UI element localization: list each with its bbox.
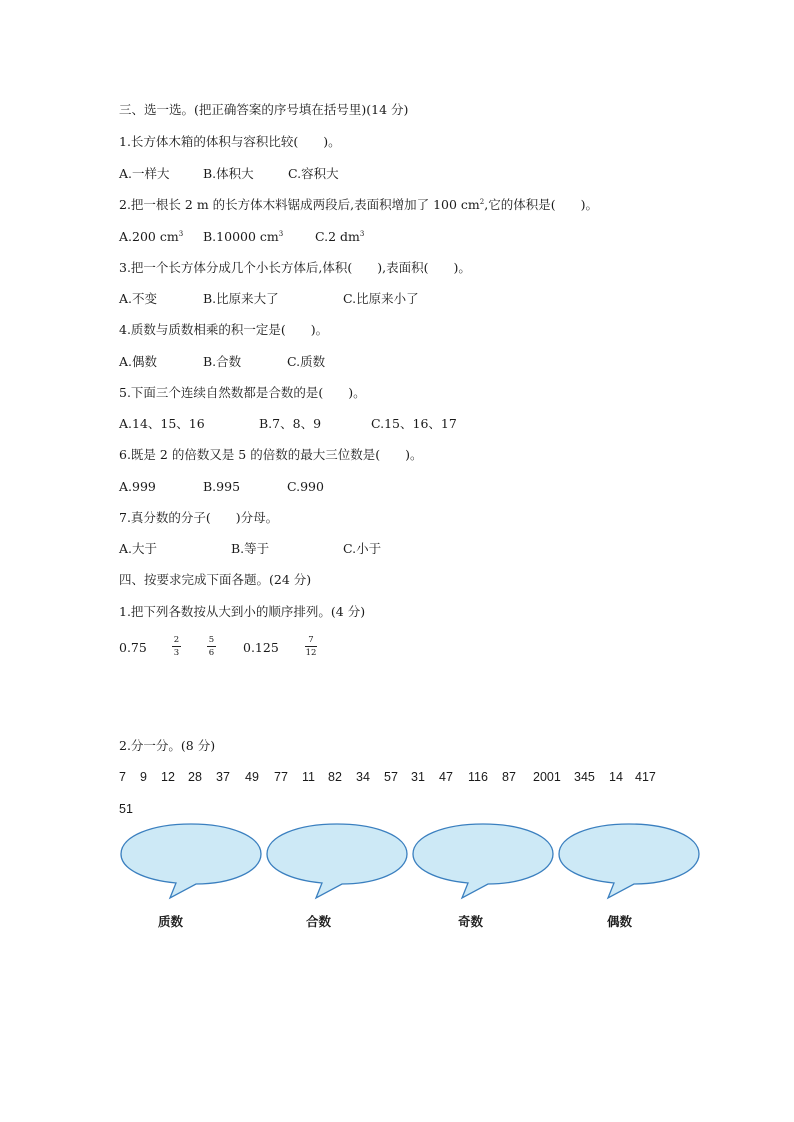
number: 12 [161,770,175,784]
section4-heading: 四、按要求完成下面各题。(24 分) [119,572,312,587]
question-5: 5.下面三个连续自然数都是合数的是( )。 [119,385,366,400]
number: 82 [328,770,342,784]
option-a[interactable]: A.偶数 [119,354,158,369]
option-c[interactable]: C.15、16、17 [371,416,457,431]
category-label-even: 偶数 [607,914,633,929]
option-a[interactable]: A.不变 [119,291,158,306]
section3-heading: 三、选一选。(把正确答案的序号填在括号里)(14 分) [119,102,409,117]
number: 9 [140,770,147,784]
number: 34 [356,770,370,784]
option-b[interactable]: B.995 [203,479,241,494]
option-a[interactable]: A.200 $cm^3$ [119,229,184,244]
option-b[interactable]: B.比原来大了 [203,291,279,306]
number: 49 [245,770,259,784]
option-c[interactable]: C.比原来小了 [343,291,419,306]
number: 417 [635,770,656,784]
fraction: 5 6 [208,635,215,658]
option-b[interactable]: B.体积大 [203,166,254,181]
question-3: 3.把一个长方体分成几个小长方体后,体积( ),表面积( )。 [119,260,471,275]
category-label-composite: 合数 [306,914,332,929]
number: 87 [502,770,516,784]
number: 14 [609,770,623,784]
speech-bubble-even[interactable] [556,822,702,902]
speech-bubble-odd[interactable] [410,822,556,902]
number: 47 [439,770,453,784]
option-b[interactable]: B.10000 $cm^3$ [203,229,284,244]
option-c[interactable]: C.2 $dm^3$ [315,229,365,244]
speech-bubble-composite[interactable] [264,822,410,902]
number: 0.125 [243,640,279,655]
category-label-odd: 奇数 [458,914,484,929]
option-c[interactable]: C.990 [287,479,324,494]
number: 37 [216,770,230,784]
number: 51 [119,802,133,816]
number: 31 [411,770,425,784]
category-label-prime: 质数 [158,914,184,929]
number: 345 [574,770,595,784]
number: 0.75 [119,640,147,655]
fraction: 2 3 [173,635,180,658]
question-4-1: 1.把下列各数按从大到小的顺序排列。(4 分) [119,604,366,619]
option-a[interactable]: A.999 [119,479,156,494]
question-4: 4.质数与质数相乘的积一定是( )。 [119,322,329,337]
number: 2001 [533,770,561,784]
speech-bubble-prime[interactable] [118,822,264,902]
question-1: 1.长方体木箱的体积与容积比较( )。 [119,134,341,149]
number: 7 [119,770,126,784]
option-c[interactable]: C.容积大 [288,166,339,181]
option-b[interactable]: B.等于 [231,541,270,556]
option-b[interactable]: B.7、8、9 [259,416,322,431]
question-6: 6.既是 2 的倍数又是 5 的倍数的最大三位数是( )。 [119,447,423,462]
number: 11 [302,770,315,784]
number: 77 [274,770,288,784]
option-b[interactable]: B.合数 [203,354,242,369]
question-2: 2.把一根长 2 m 的长方体木料锯成两段后,表面积增加了 100 $cm^2$,它的体积是( )。 [119,197,598,212]
option-a[interactable]: A.14、15、16 [119,416,205,431]
option-c[interactable]: C.小于 [343,541,382,556]
option-c[interactable]: C.质数 [287,354,326,369]
question-4-2: 2.分一分。(8 分) [119,738,216,753]
option-a[interactable]: A.大于 [119,541,158,556]
number: 57 [384,770,398,784]
option-a[interactable]: A.一样大 [119,166,170,181]
fraction: 7 12 [305,635,317,658]
number: 28 [188,770,202,784]
question-7: 7.真分数的分子( )分母。 [119,510,279,525]
number: 116 [468,770,488,784]
